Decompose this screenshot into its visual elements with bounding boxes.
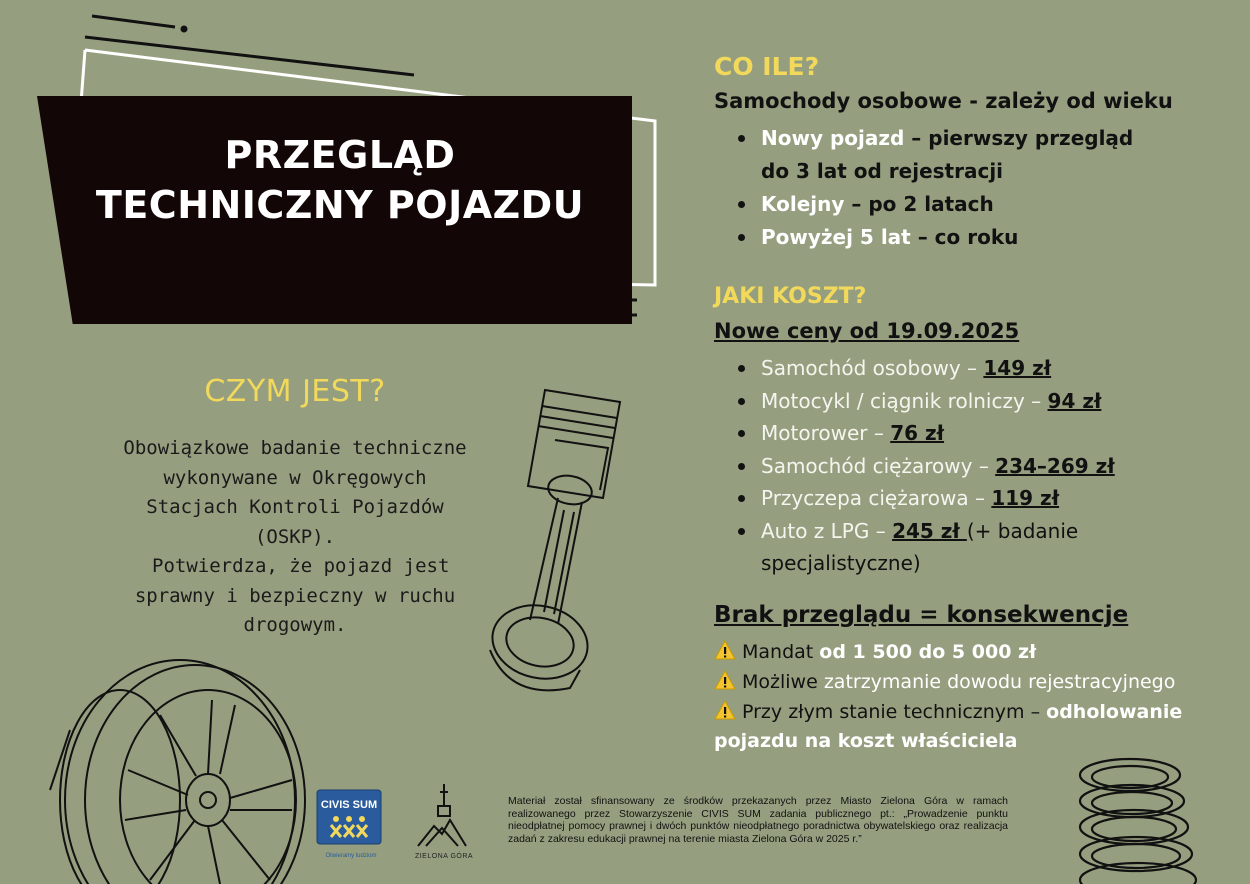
jaki-koszt-heading: JAKI KOSZT? bbox=[714, 284, 867, 309]
consequence-highlight: zatrzymanie dowodu rejestracyjnego bbox=[823, 671, 1176, 693]
czym-line: sprawny i bezpieczny w ruchu bbox=[134, 584, 456, 607]
zg-caption: ZIELONA GÓRA bbox=[414, 853, 474, 860]
consequence-text: Przy złym stanie technicznym – bbox=[742, 701, 1047, 723]
czym-line: Stacjach Kontroli Pojazdów bbox=[146, 496, 444, 518]
price-value: 76 zł bbox=[890, 421, 945, 445]
funding-note: Materiał został sfinansowany ze środków przekazanych przez Miasto Zielona Góra w ramach realizowanego przez Stowarzyszenie CIVIS SUM zadania publicznego pt.: „Prowadzenie punktu nieodpłatnej pomocy prawnej i dwóch punktów nieodpłatnego poradnictwa obywatelskiego oraz realizacja zadań z zakresu edukacji prawnej na terenie miasta Zielona Góra w 2025 r.” bbox=[508, 795, 1008, 845]
price-extra-cont: specjalistyczne) bbox=[761, 551, 921, 575]
civis-name: CIVIS SUM bbox=[320, 799, 378, 811]
price-label: Przyczepa ciężarowa – bbox=[761, 486, 992, 510]
consequence-line bbox=[714, 670, 1175, 693]
piston-illustration bbox=[470, 380, 640, 700]
consequence-highlight: pojazdu na koszt właściciela bbox=[714, 730, 1018, 752]
wheel-illustration bbox=[30, 650, 330, 884]
civis-sum-logo bbox=[316, 789, 382, 845]
czym-line: wykonywane w Okręgowych bbox=[163, 466, 427, 489]
item-text: – po 2 latach bbox=[844, 192, 994, 216]
warning-icon bbox=[714, 670, 736, 690]
price-value: 94 zł bbox=[1047, 388, 1102, 413]
price-value: 234–269 zł bbox=[995, 453, 1115, 478]
spring-illustration bbox=[1060, 755, 1210, 884]
price-value: 149 zł bbox=[983, 356, 1052, 380]
price-value: 119 zł bbox=[991, 486, 1060, 510]
list-item bbox=[735, 122, 1133, 188]
warning-icon bbox=[714, 640, 736, 660]
consequence-line-cont bbox=[714, 730, 1018, 752]
poster-title bbox=[40, 130, 640, 230]
list-item bbox=[735, 221, 1133, 254]
price-item bbox=[735, 450, 1115, 483]
warning-icon bbox=[714, 700, 736, 720]
price-item bbox=[735, 515, 1115, 580]
consequence-highlight: odholowanie bbox=[1046, 701, 1183, 723]
consequence-line bbox=[714, 700, 1182, 723]
consequence-highlight: od 1 500 do 5 000 zł bbox=[819, 641, 1037, 663]
price-item bbox=[735, 352, 1115, 385]
czym-description bbox=[95, 434, 495, 641]
list-item bbox=[735, 188, 1133, 221]
item-text: – pierwszy przegląd bbox=[904, 126, 1134, 150]
zielona-gora-logo bbox=[414, 780, 470, 850]
item-text-cont: do 3 lat od rejestracji bbox=[761, 159, 1004, 183]
frequency-list bbox=[735, 122, 1133, 254]
czym-line: (OSKP). bbox=[254, 525, 336, 548]
price-item bbox=[735, 417, 1115, 450]
co-ile-heading: CO ILE? bbox=[714, 52, 820, 81]
price-label: Motorower – bbox=[761, 421, 891, 445]
price-label: Samochód ciężarowy – bbox=[761, 453, 996, 478]
price-extra: (+ badanie bbox=[966, 518, 1079, 543]
czym-heading: CZYM JEST? bbox=[204, 374, 386, 409]
item-text: – co roku bbox=[910, 225, 1019, 249]
price-list bbox=[735, 352, 1115, 580]
consequence-text: Mandat bbox=[742, 641, 820, 663]
price-label: Motocykl / ciągnik rolniczy – bbox=[761, 388, 1048, 413]
czym-line: drogowym. bbox=[243, 614, 347, 636]
price-value: 245 zł bbox=[892, 518, 967, 543]
consequence-text: Możliwe bbox=[742, 671, 824, 693]
price-item bbox=[735, 482, 1115, 515]
price-label: Auto z LPG – bbox=[761, 518, 893, 543]
consequence-line bbox=[714, 640, 1036, 663]
co-ile-subheading: Samochody osobowe - zależy od wieku bbox=[714, 89, 1173, 113]
brak-heading: Brak przeglądu = konsekwencje bbox=[714, 602, 1129, 628]
title-line-2: TECHNICZNY POJAZDU bbox=[95, 183, 585, 227]
czym-line: Obowiązkowe badanie techniczne bbox=[123, 437, 467, 459]
item-highlight: Kolejny bbox=[761, 192, 845, 216]
price-label: Samochód osobowy – bbox=[761, 356, 984, 380]
item-highlight: Powyżej 5 lat bbox=[761, 225, 911, 249]
price-item bbox=[735, 385, 1115, 418]
civis-caption: Otwieramy ludziom bbox=[325, 853, 377, 859]
item-highlight: Nowy pojazd bbox=[761, 126, 905, 150]
jaki-koszt-subheading: Nowe ceny od 19.09.2025 bbox=[714, 319, 1020, 343]
czym-line: Potwierdza, że pojazd jest bbox=[140, 555, 450, 577]
title-line-1: PRZEGLĄD bbox=[224, 133, 456, 177]
